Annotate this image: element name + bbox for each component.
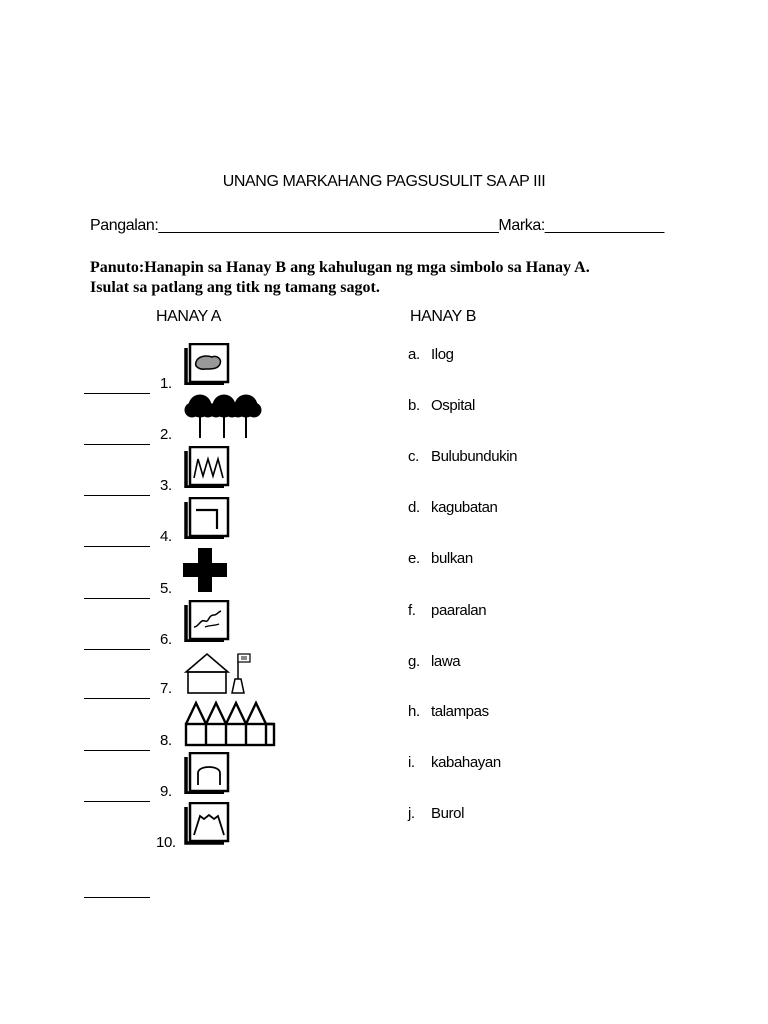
option-letter: d. bbox=[408, 499, 420, 516]
plateau-corner-icon bbox=[184, 497, 230, 539]
option-text: Burol bbox=[431, 805, 465, 822]
option-d bbox=[408, 499, 497, 516]
option-text: Ospital bbox=[431, 397, 475, 414]
option-text: Ilog bbox=[431, 346, 454, 363]
option-h bbox=[408, 703, 489, 720]
instructions bbox=[90, 258, 590, 298]
answer-blank-4[interactable] bbox=[84, 546, 150, 547]
item-number-1: 1. bbox=[160, 375, 172, 392]
option-text: Bulubundukin bbox=[431, 448, 518, 465]
answer-blank-7[interactable] bbox=[84, 698, 150, 699]
answer-blank-1[interactable] bbox=[84, 393, 150, 394]
item-number-5: 5. bbox=[160, 580, 172, 597]
column-b-header: HANAY B bbox=[410, 308, 476, 325]
answer-blank-2[interactable] bbox=[84, 444, 150, 445]
name-label: Pangalan: bbox=[90, 217, 159, 234]
option-text: lawa bbox=[431, 653, 461, 670]
volcano-icon bbox=[184, 802, 230, 846]
instructions-line-2: Isulat sa patlang ang titk ng tamang sagot. bbox=[90, 279, 380, 296]
option-letter: h. bbox=[408, 703, 420, 720]
option-j bbox=[408, 805, 464, 822]
option-g bbox=[408, 653, 460, 670]
answer-blank-6[interactable] bbox=[84, 649, 150, 650]
name-blank[interactable]: ________________________________________ bbox=[158, 217, 499, 234]
option-text: talampas bbox=[431, 703, 489, 720]
answer-blank-9[interactable] bbox=[84, 801, 150, 802]
mountain-range-icon bbox=[184, 446, 230, 488]
option-text: kabahayan bbox=[431, 754, 501, 771]
item-number-9: 9. bbox=[160, 783, 172, 800]
score-blank[interactable]: ______________ bbox=[544, 217, 664, 234]
option-text: kagubatan bbox=[431, 499, 498, 516]
houses-icon bbox=[184, 700, 276, 748]
option-letter: f. bbox=[408, 602, 416, 619]
score-label: Marka: bbox=[498, 217, 545, 234]
option-a bbox=[408, 346, 454, 363]
item-number-2: 2. bbox=[160, 426, 172, 443]
option-letter: g. bbox=[408, 653, 420, 670]
option-i bbox=[408, 754, 501, 771]
option-text: paaralan bbox=[431, 602, 487, 619]
option-letter: e. bbox=[408, 550, 420, 567]
option-f bbox=[408, 602, 486, 619]
instructions-label: Panuto: bbox=[90, 259, 145, 276]
option-letter: b. bbox=[408, 397, 420, 414]
item-number-6: 6. bbox=[160, 631, 172, 648]
hospital-cross-icon bbox=[182, 547, 228, 593]
answer-blank-8[interactable] bbox=[84, 750, 150, 751]
answer-blank-3[interactable] bbox=[84, 495, 150, 496]
option-letter: i. bbox=[408, 754, 415, 771]
forest-icon bbox=[184, 392, 262, 440]
option-letter: j. bbox=[408, 805, 415, 822]
lake-icon bbox=[184, 343, 230, 385]
item-number-4: 4. bbox=[160, 528, 172, 545]
column-a-header: HANAY A bbox=[156, 308, 222, 325]
option-letter: a. bbox=[408, 346, 420, 363]
option-text: bulkan bbox=[431, 550, 473, 567]
option-e bbox=[408, 550, 473, 567]
hill-icon bbox=[184, 752, 230, 794]
instructions-line-1: Hanapin sa Hanay B ang kahulugan ng mga simbolo sa Hanay A. bbox=[144, 259, 590, 276]
answer-blank-5[interactable] bbox=[84, 598, 150, 599]
item-number-7: 7. bbox=[160, 680, 172, 697]
item-number-3: 3. bbox=[160, 477, 172, 494]
school-icon bbox=[184, 651, 254, 695]
option-letter: c. bbox=[408, 448, 419, 465]
option-b bbox=[408, 397, 475, 414]
name-score-row bbox=[90, 217, 664, 235]
item-number-10: 10. bbox=[156, 834, 176, 851]
item-number-8: 8. bbox=[160, 732, 172, 749]
river-icon bbox=[184, 600, 230, 642]
option-c bbox=[408, 448, 517, 465]
answer-blank-10[interactable] bbox=[84, 897, 150, 898]
page-title: UNANG MARKAHANG PAGSUSULIT SA AP III bbox=[222, 173, 546, 190]
